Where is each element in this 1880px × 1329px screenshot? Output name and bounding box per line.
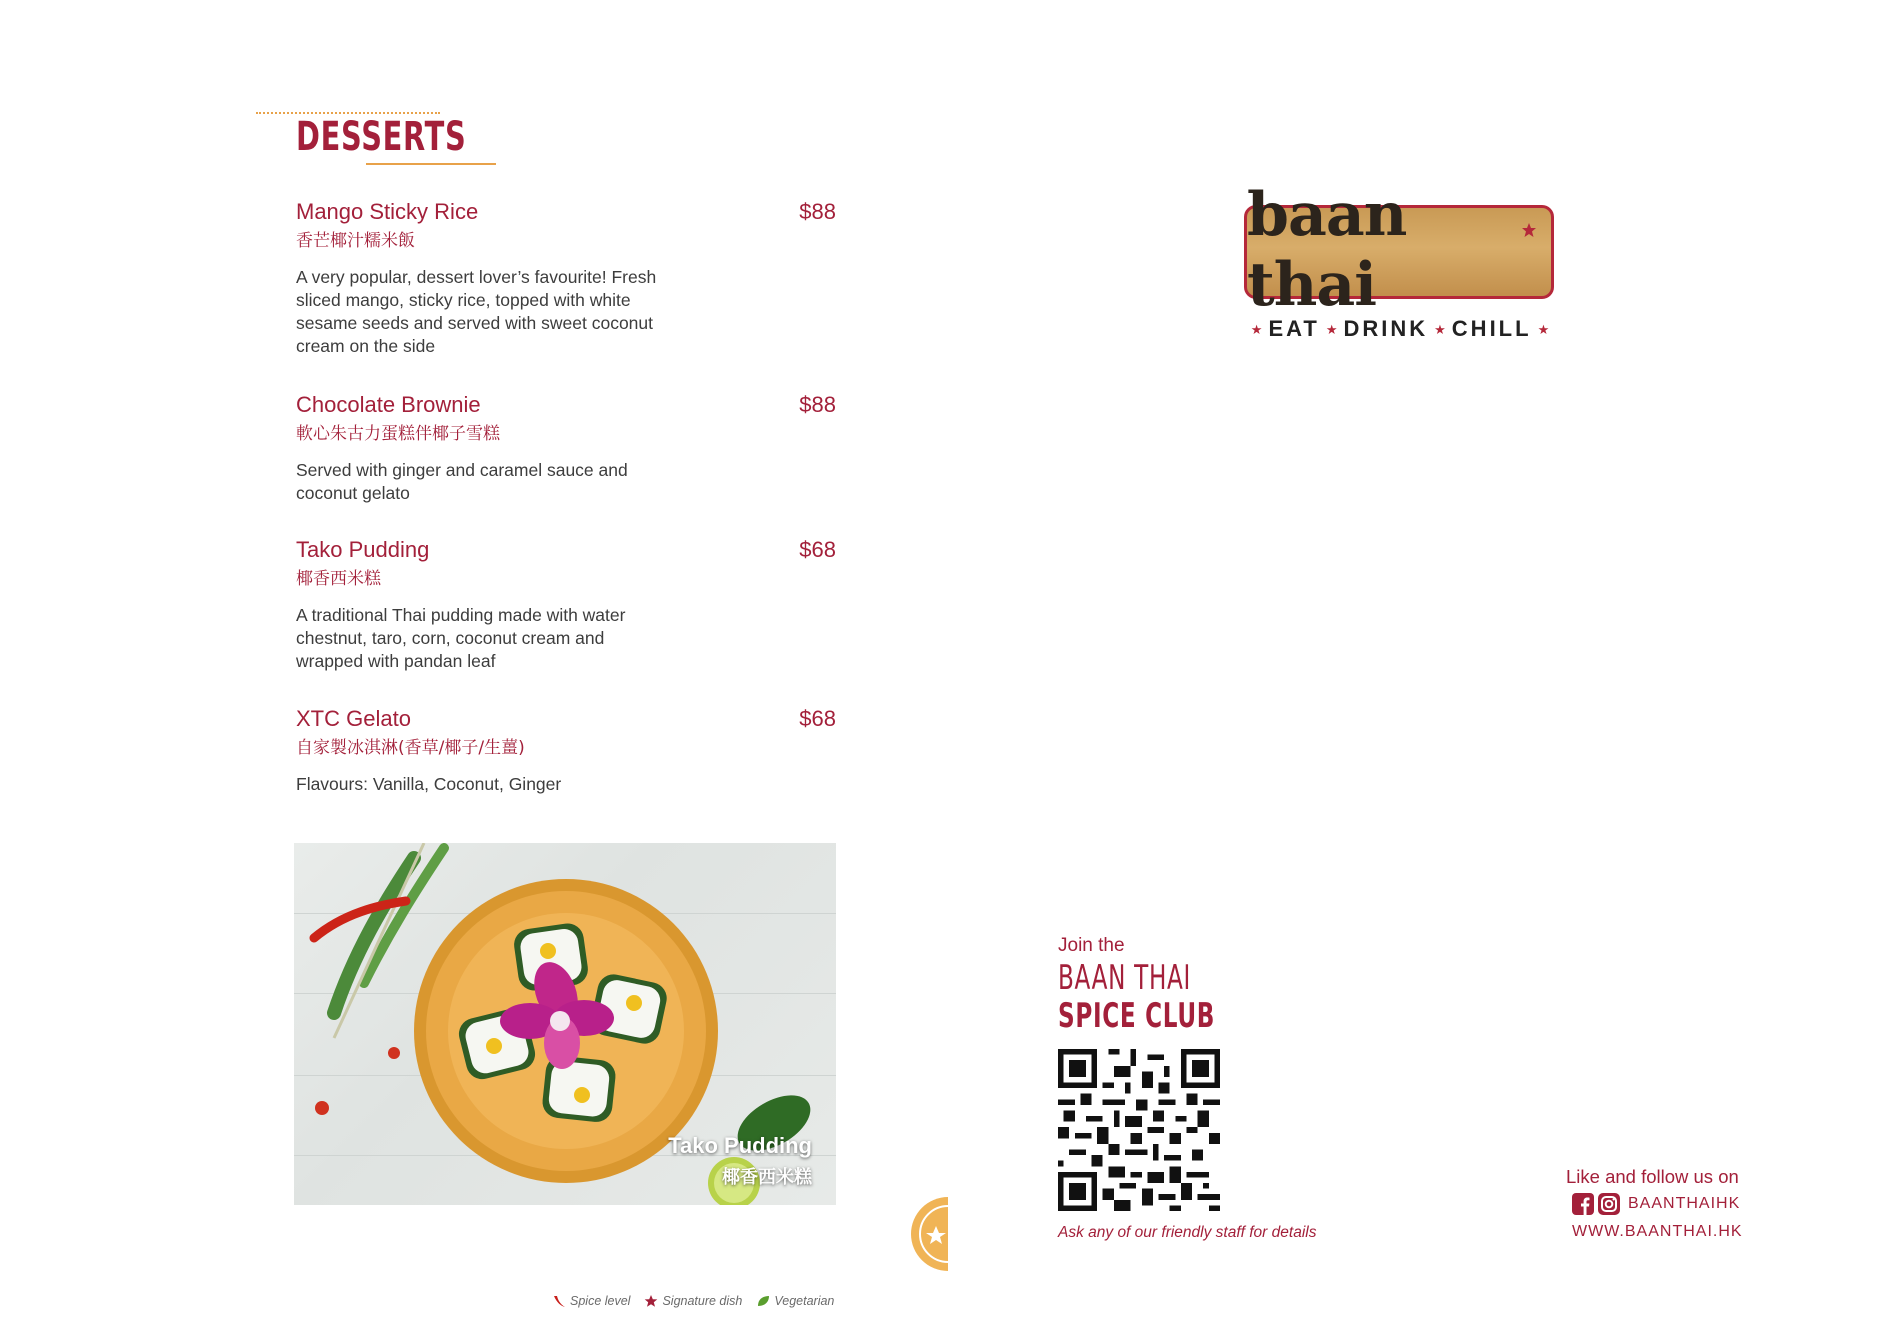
legend xyxy=(552,1294,834,1308)
logo-text: baan thai xyxy=(1247,180,1407,320)
item-description: A traditional Thai pudding made with water chestnut, taro, corn, coconut cream and wrapped with pandan leaf xyxy=(296,605,626,671)
item-name: XTC Gelato xyxy=(296,706,411,731)
item-name-chinese: 椰香西米糕 xyxy=(296,569,381,589)
facebook-icon[interactable] xyxy=(1572,1193,1594,1215)
item-name: Mango Sticky Rice xyxy=(296,199,479,224)
item-price: $88 xyxy=(799,199,836,224)
website-link[interactable]: WWW.BAANTHAI.HK xyxy=(1572,1223,1743,1240)
photo-caption-chinese: 椰香西米糕 xyxy=(722,1167,812,1188)
club-name-line1: BAAN THAI xyxy=(1058,958,1192,998)
menu-item-mango-sticky-rice xyxy=(296,198,836,358)
item-name: Tako Pudding xyxy=(296,537,430,562)
menu-item-tako-pudding xyxy=(296,536,836,673)
tako-pudding-photo xyxy=(294,843,836,1205)
item-description: Served with ginger and caramel sauce and coconut gelato xyxy=(296,460,628,503)
section-title: DESSERTS xyxy=(296,114,467,160)
legend-vegetarian: Vegetarian xyxy=(756,1294,834,1308)
qr-code[interactable] xyxy=(1058,1049,1220,1211)
item-price: $88 xyxy=(799,392,836,417)
item-name-chinese: 自家製冰淇淋(香草/椰子/生薑) xyxy=(296,738,525,758)
title-underline xyxy=(366,163,496,165)
instagram-icon[interactable] xyxy=(1598,1193,1620,1215)
club-details-note: Ask any of our friendly staff for details xyxy=(1058,1224,1317,1241)
chili-icon xyxy=(552,1294,566,1308)
star-icon xyxy=(644,1294,658,1308)
logo-star-icon xyxy=(1521,222,1537,238)
item-name-chinese: 軟心朱古力蛋糕伴椰子雪糕 xyxy=(296,424,500,444)
item-description: A very popular, dessert lover’s favourite! Fresh sliced mango, sticky rice, topped with white sesame seeds and served with sweet coconut cream on the side xyxy=(296,267,657,356)
item-price: $68 xyxy=(799,706,836,731)
item-description: Flavours: Vanilla, Coconut, Ginger xyxy=(296,774,562,794)
club-name-line2: SPICE CLUB xyxy=(1058,996,1216,1036)
social-handle[interactable]: BAANTHAIHK xyxy=(1628,1195,1741,1212)
item-name: Chocolate Brownie xyxy=(296,392,481,417)
leaf-icon xyxy=(756,1294,770,1308)
emblem-icon xyxy=(908,1195,948,1273)
social-handles xyxy=(1572,1193,1740,1215)
legend-signature: Signature dish xyxy=(644,1294,742,1308)
follow-text: Like and follow us on xyxy=(1566,1166,1739,1187)
item-name-chinese: 香芒椰汁糯米飯 xyxy=(296,231,415,251)
club-join-text: Join the xyxy=(1058,935,1125,956)
brand-logo xyxy=(1244,180,1554,320)
photo-caption: Tako Pudding xyxy=(668,1133,812,1158)
menu-item-xtc-gelato xyxy=(296,705,836,796)
legend-spice: Spice level xyxy=(552,1294,630,1308)
item-price: $68 xyxy=(799,537,836,562)
tagline: ★ EAT ★ DRINK ★ CHILL ★ xyxy=(1250,316,1550,341)
menu-item-chocolate-brownie xyxy=(296,391,836,505)
